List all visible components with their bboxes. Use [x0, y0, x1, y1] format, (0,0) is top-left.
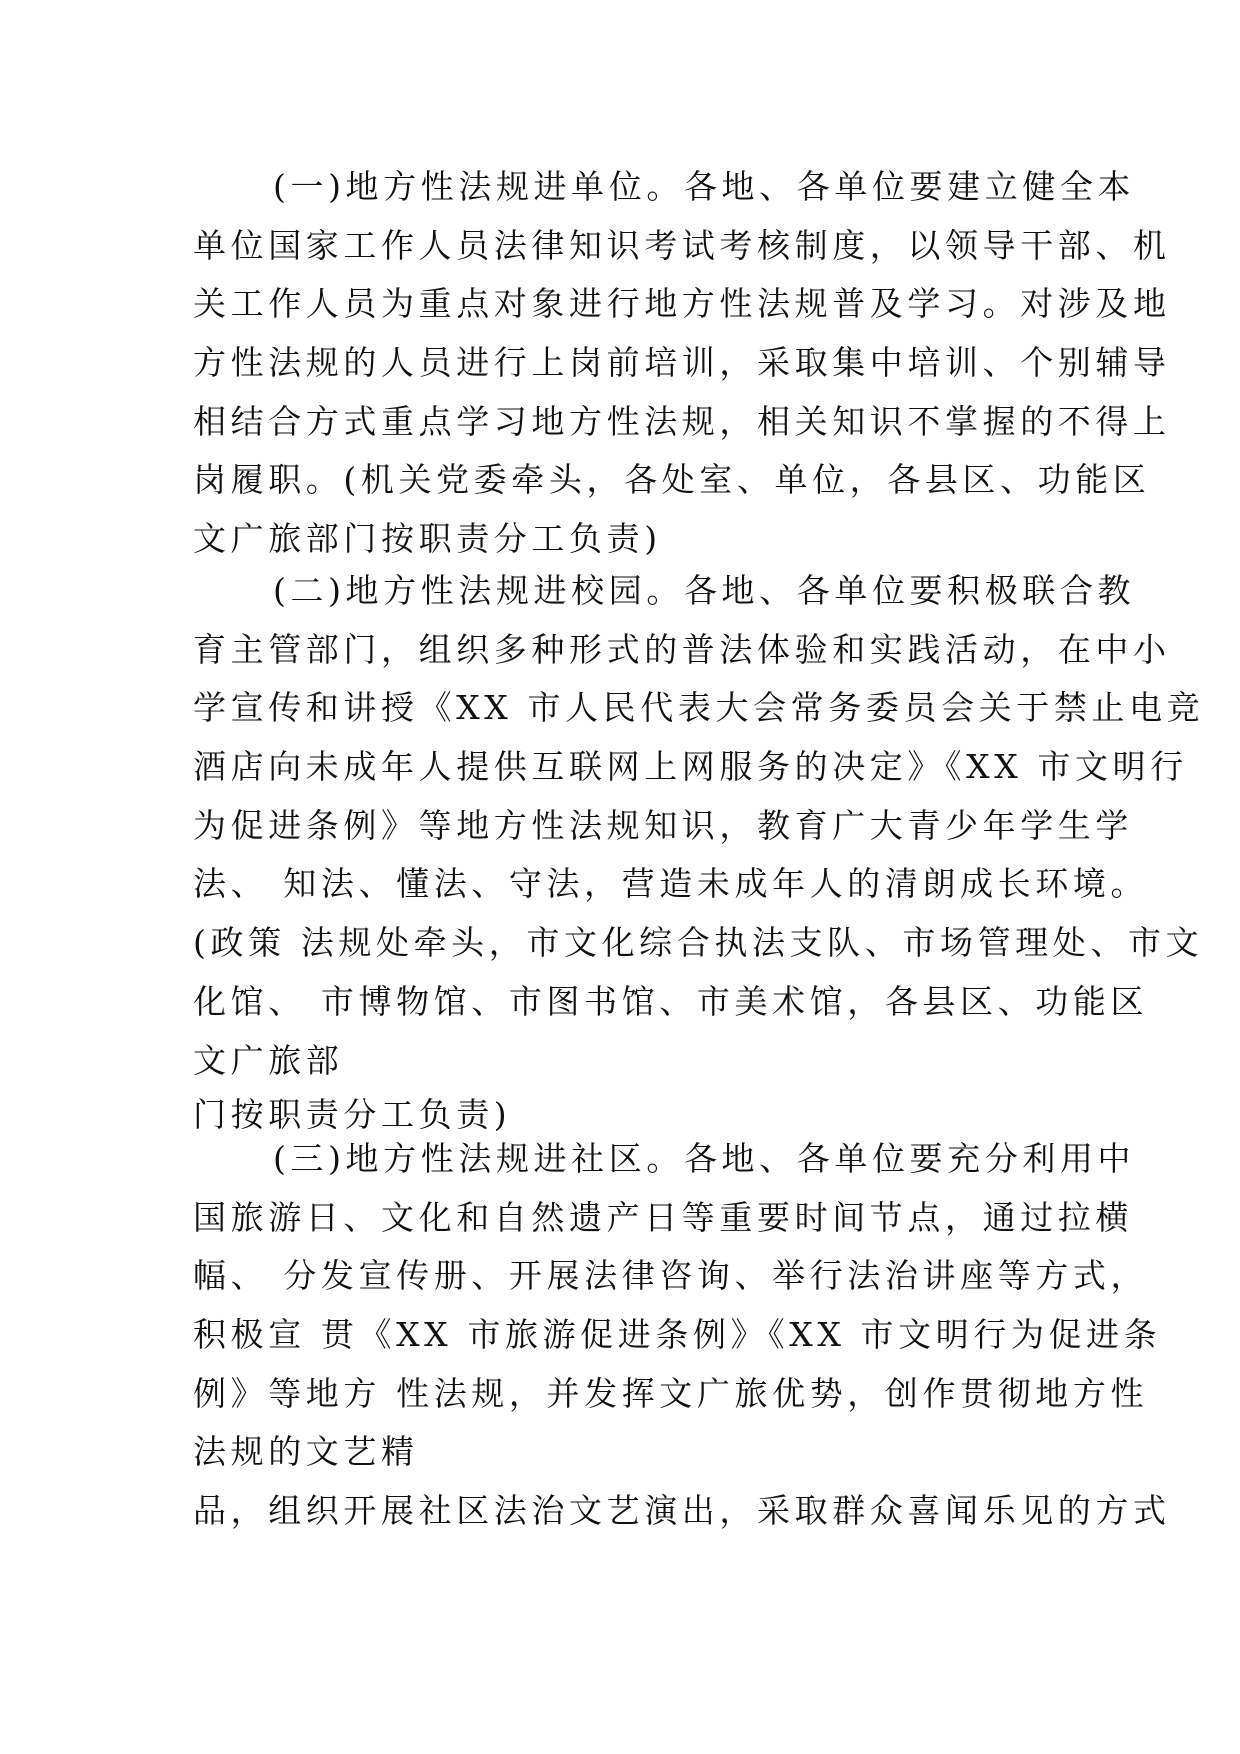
text-line: (一)地方性法规进单位。各地、各单位要建立健全本 [273, 167, 1136, 206]
text-line: 方性法规的人员进行上岗前培训，采取集中培训、个别辅导 [193, 343, 1171, 383]
text-line: (政策 法规处牵头，市文化综合执法支队、市场管理处、市文 [193, 923, 1204, 963]
text-line: 法规的文艺精 [193, 1432, 419, 1472]
text-line: (二)地方性法规进校园。各地、各单位要积极联合教 [273, 571, 1136, 610]
text-line: 关工作人员为重点对象进行地方性法规普及学习。对涉及地 [193, 284, 1171, 324]
text-line: 品，组织开展社区法治文艺演出，采取群众喜闻乐见的方式 [193, 1491, 1171, 1531]
text-line: 学宣传和讲授《XX 市人民代表大会常务委员会关于禁止电竞 [193, 688, 1205, 728]
text-line: 国旅游日、文化和自然遗产日等重要时间节点，通过拉横 [193, 1197, 1133, 1237]
text-line: (三)地方性法规进社区。各地、各单位要充分利用中 [273, 1139, 1136, 1178]
text-line: 岗履职。(机关党委牵头，各处室、单位，各县区、功能区 [193, 460, 1151, 500]
text-line: 幅、 分发宣传册、开展法律咨询、举行法治讲座等方式， [193, 1256, 1149, 1296]
text-line: 文广旅部 [193, 1040, 344, 1080]
text-line: 单位国家工作人员法律知识考试考核制度，以领导干部、机 [193, 225, 1171, 265]
paragraph-campus [193, 562, 1205, 1140]
text-line: 酒店向未成年人提供互联网上网服务的决定》《XX 市文明行 [193, 747, 1188, 787]
paragraph-units [193, 158, 1171, 569]
text-line: 例》等地方 性法规，并发挥文广旅优势，创作贯彻地方性 [193, 1373, 1149, 1413]
text-line: 门按职责分工负责) [193, 1095, 512, 1135]
text-line: 育主管部门，组织多种形式的普法体验和实践活动，在中小 [193, 629, 1171, 669]
paragraph-community [193, 1130, 1171, 1541]
text-line: 法、 知法、懂法、守法，营造未成年人的清朗成长环境。 [193, 864, 1149, 904]
text-line: 积极宣 贯《XX 市旅游促进条例》《XX 市文明行为促进条 [193, 1315, 1162, 1355]
text-line: 化馆、 市博物馆、市图书馆、市美术馆，各县区、功能区 [193, 981, 1149, 1021]
text-line: 相结合方式重点学习地方性法规，相关知识不掌握的不得上 [193, 401, 1171, 441]
text-line: 文广旅部门按职责分工负责) [193, 519, 662, 559]
text-line: 为促进条例》等地方性法规知识，教育广大青少年学生学 [193, 805, 1133, 845]
